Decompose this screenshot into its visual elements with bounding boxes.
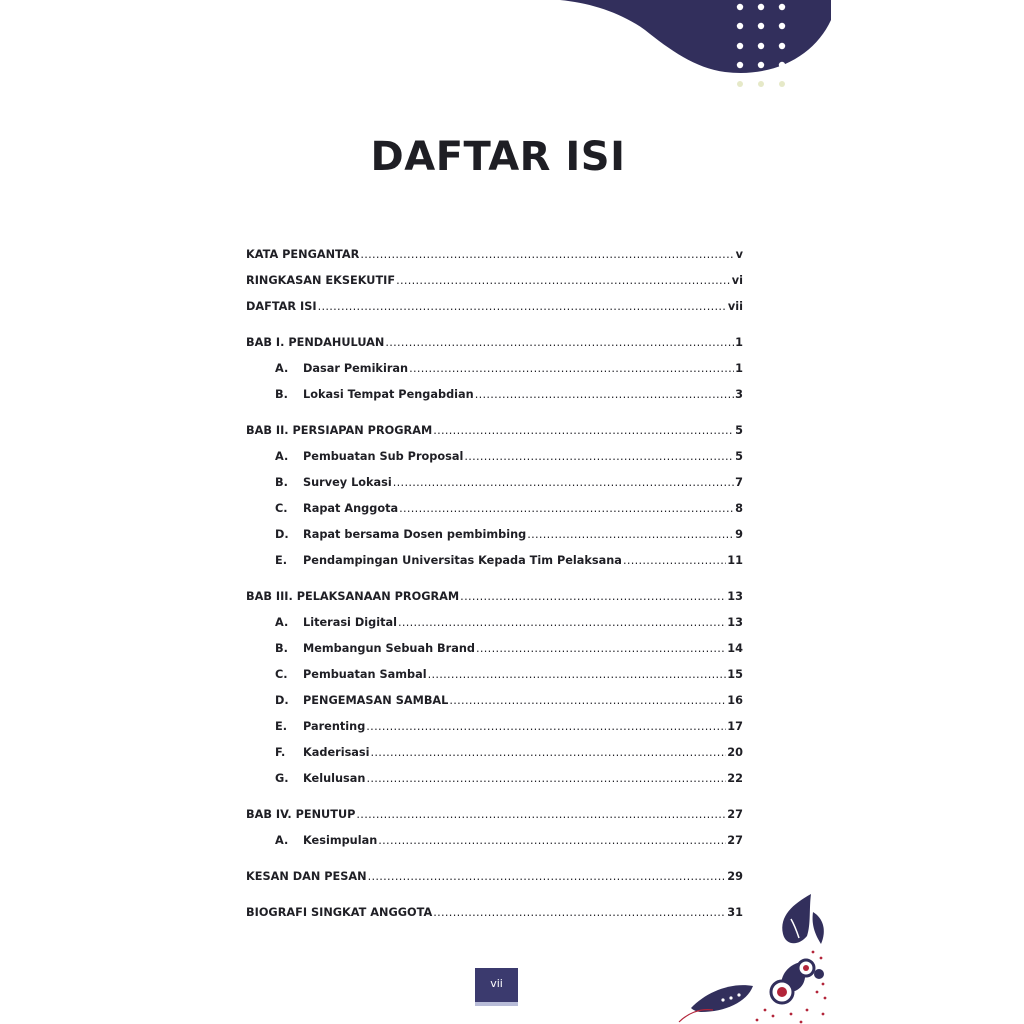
toc-entry-label: RINGKASAN EKSEKUTIF [246,274,396,287]
toc-leader-dots [366,720,726,733]
toc-entry-letter: F. [275,746,286,759]
toc-entry-page: 1 [735,336,743,349]
toc-entry-letter: B. [275,476,288,489]
toc-leader-dots [428,668,727,681]
toc-entry-letter: D. [275,694,289,707]
toc-entry-label: Kaderisasi [303,746,370,759]
toc-entry-label: Parenting [303,720,366,733]
toc-entry [246,424,743,450]
batik-flower-decoration [661,874,831,1024]
toc-subentry [246,642,743,668]
toc-entry-letter: A. [275,834,289,847]
toc-entry-letter: A. [275,450,289,463]
toc-entry-letter: B. [275,388,288,401]
toc-leader-dots [396,274,731,287]
toc-entry-label: PENGEMASAN SAMBAL [303,694,449,707]
toc-subentry [246,362,743,388]
toc-entry-page: 20 [727,746,743,759]
toc-entry-page: 27 [727,834,743,847]
toc-entry [246,300,743,326]
toc-entry-page: 8 [735,502,743,515]
toc-entry-letter: A. [275,616,289,629]
toc-leader-dots [398,616,726,629]
toc-subentry [246,450,743,476]
table-of-contents [246,248,743,932]
toc-entry-page: 22 [727,772,743,785]
toc-entry-page: v [735,248,743,261]
toc-entry-page: 13 [727,590,743,603]
toc-entry [246,248,743,274]
toc-entry-page: 5 [735,424,743,437]
toc-entry-label: Pembuatan Sambal [303,668,427,681]
toc-subentry [246,388,743,414]
toc-leader-dots [385,336,734,349]
toc-leader-dots [318,300,727,313]
toc-entry [246,590,743,616]
toc-leader-dots [360,248,734,261]
toc-entry-letter: D. [275,528,289,541]
toc-entry-page: 9 [735,528,743,541]
toc-leader-dots [371,746,727,759]
toc-entry-label: Membangun Sebuah Brand [303,642,475,655]
toc-entry-label: Rapat Anggota [303,502,399,515]
page-number: vii [475,968,518,1006]
toc-entry-page: 3 [735,388,743,401]
toc-entry-page: 16 [727,694,743,707]
toc-leader-dots [475,388,734,401]
toc-entry-letter: A. [275,362,289,375]
toc-subentry [246,746,743,772]
toc-entry-label: BIOGRAFI SINGKAT ANGGOTA [246,906,433,919]
toc-entry-label: Dasar Pemikiran [303,362,409,375]
toc-entry-page: 31 [727,906,743,919]
toc-entry-page: 11 [727,554,743,567]
toc-entry-label: KESAN DAN PESAN [246,870,367,883]
toc-entry-label: Literasi Digital [303,616,397,629]
toc-subentry [246,720,743,746]
toc-entry-label: KATA PENGANTAR [246,248,360,261]
toc-entry-label: DAFTAR ISI [246,300,317,313]
toc-entry-label: Lokasi Tempat Pengabdian [303,388,474,401]
toc-leader-dots [527,528,734,541]
toc-leader-dots [464,450,734,463]
toc-entry [246,274,743,300]
toc-leader-dots [356,808,726,821]
page-title: DAFTAR ISI [370,134,626,180]
toc-entry-letter: B. [275,642,288,655]
toc-entry-label: BAB III. PELAKSANAAN PROGRAM [246,590,460,603]
toc-entry-page: 14 [727,642,743,655]
toc-subentry [246,502,743,528]
top-blob-decoration [165,0,831,100]
toc-leader-dots [409,362,734,375]
toc-entry-page: 13 [727,616,743,629]
toc-leader-dots [460,590,726,603]
toc-entry-letter: E. [275,554,288,567]
toc-entry-label: BAB II. PERSIAPAN PROGRAM [246,424,433,437]
toc-entry-label: Kelulusan [303,772,366,785]
toc-leader-dots [476,642,726,655]
toc-subentry [246,528,743,554]
toc-leader-dots [378,834,726,847]
toc-leader-dots [623,554,726,567]
toc-entry-page: 27 [727,808,743,821]
toc-leader-dots [449,694,726,707]
toc-leader-dots [366,772,726,785]
toc-entry-letter: C. [275,502,288,515]
toc-entry-page: 15 [727,668,743,681]
toc-leader-dots [433,424,734,437]
toc-entry-page: 1 [735,362,743,375]
toc-entry-label: Pendampingan Universitas Kepada Tim Pelaksana [303,554,622,567]
toc-entry-letter: C. [275,668,288,681]
toc-entry-label: Survey Lokasi [303,476,392,489]
toc-subentry [246,772,743,798]
toc-entry-label: Rapat bersama Dosen pembimbing [303,528,527,541]
toc-entry-page: 29 [727,870,743,883]
toc-entry-page: 5 [735,450,743,463]
toc-subentry [246,834,743,860]
toc-entry-page: vii [727,300,743,313]
toc-leader-dots [393,476,734,489]
toc-entry [246,808,743,834]
toc-entry-letter: G. [275,772,289,785]
toc-subentry [246,694,743,720]
toc-subentry [246,616,743,642]
document-page [165,0,831,1024]
toc-entry-label: Kesimpulan [303,834,378,847]
toc-subentry [246,476,743,502]
toc-entry-label: BAB I. PENDAHULUAN [246,336,385,349]
toc-entry [246,336,743,362]
toc-entry-page: vi [731,274,743,287]
toc-entry-label: BAB IV. PENUTUP [246,808,356,821]
toc-entry-page: 7 [735,476,743,489]
toc-leader-dots [399,502,734,515]
toc-entry-page: 17 [727,720,743,733]
toc-subentry [246,668,743,694]
toc-subentry [246,554,743,580]
toc-entry-label: Pembuatan Sub Proposal [303,450,464,463]
toc-entry-letter: E. [275,720,288,733]
